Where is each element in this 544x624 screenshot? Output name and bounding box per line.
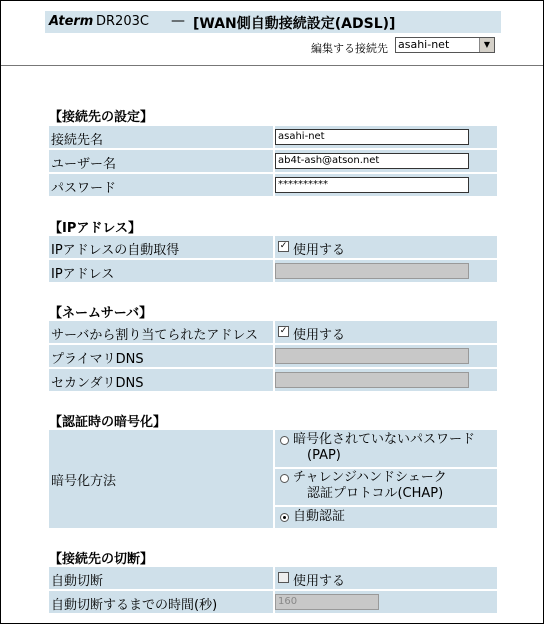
- section-title-ip: 【IPアドレス】: [49, 221, 141, 236]
- auth-chap-radio[interactable]: [280, 474, 289, 483]
- ip-address-input[interactable]: [275, 263, 469, 279]
- label-auth-method: 暗号化方法: [51, 474, 117, 489]
- title-dash: —: [171, 13, 185, 29]
- label-auto-disconnect: 自動切断: [51, 574, 104, 589]
- page-title: [WAN側自動接続設定(ADSL)]: [193, 16, 396, 32]
- row-secondary-dns: [49, 369, 497, 391]
- username-input[interactable]: ab4t-ash@atson.net: [275, 153, 469, 169]
- row-ip-address: [49, 260, 497, 282]
- chevron-down-icon[interactable]: ▼: [479, 38, 494, 52]
- primary-dns-input[interactable]: [275, 348, 469, 364]
- auth-pap-label-line1: 暗号化されていないパスワード: [293, 432, 476, 447]
- dns-auto-checkbox[interactable]: ✓: [279, 326, 288, 336]
- auth-pap-radio[interactable]: [280, 436, 289, 445]
- section-title-auth: 【認証時の暗号化】: [49, 415, 167, 430]
- row-connection-name: [49, 126, 497, 148]
- label-dns-auto: サーバから割り当てられたアドレス: [51, 328, 258, 343]
- option-separator: [273, 467, 497, 469]
- auth-auto-radio[interactable]: [280, 513, 289, 522]
- row-primary-dns: [49, 345, 497, 367]
- connection-select-value: asahi-net: [398, 38, 450, 51]
- row-divider: [273, 321, 275, 343]
- auto-disconnect-checkbox[interactable]: [278, 572, 289, 583]
- auth-chap-label-line1: チャレンジハンドシェーク: [293, 470, 447, 485]
- label-ip-auto: IPアドレスの自動取得: [51, 243, 180, 258]
- header-divider: [1, 65, 543, 66]
- row-disconnect-time: [49, 591, 497, 613]
- label-disconnect-time: 自動切断するまでの時間(秒): [51, 598, 218, 613]
- model-name: DR203C: [96, 14, 149, 29]
- row-divider: [273, 236, 275, 258]
- row-password: [49, 174, 497, 196]
- dns-auto-checkbox-label: 使用する: [293, 328, 346, 343]
- disconnect-time-input[interactable]: 160: [275, 594, 379, 610]
- row-ip-auto: [49, 236, 497, 258]
- password-input[interactable]: **********: [275, 177, 469, 193]
- option-separator: [273, 505, 497, 507]
- secondary-dns-input[interactable]: [275, 372, 469, 388]
- row-divider: [273, 430, 275, 528]
- label-username: ユーザー名: [51, 157, 117, 172]
- row-divider: [273, 567, 275, 589]
- connection-name-input[interactable]: asahi-net: [275, 129, 469, 145]
- ip-auto-checkbox-label: 使用する: [293, 243, 346, 258]
- label-password: パスワード: [51, 181, 117, 196]
- label-connection-name: 接続先名: [51, 133, 104, 148]
- row-username: [49, 150, 497, 172]
- auth-chap-label-line2: 認証プロトコル(CHAP): [307, 486, 444, 501]
- section-title-dns: 【ネームサーバ】: [49, 306, 153, 321]
- label-ip-address: IPアドレス: [51, 267, 115, 282]
- row-dns-auto: [49, 321, 497, 343]
- auth-pap-label-line2: (PAP): [307, 448, 341, 463]
- auth-auto-label: 自動認証: [293, 509, 346, 524]
- ip-auto-checkbox[interactable]: ✓: [279, 241, 288, 251]
- header: [45, 11, 501, 55]
- section-title-disconnect: 【接続先の切断】: [49, 552, 154, 567]
- section-title-connection: 【接続先の設定】: [49, 110, 154, 125]
- connection-select[interactable]: [395, 37, 495, 53]
- label-primary-dns: プライマリDNS: [51, 352, 144, 367]
- brand-logo: Aterm: [49, 14, 94, 29]
- label-secondary-dns: セカンダリDNS: [51, 376, 144, 391]
- row-auth-method: [49, 430, 497, 528]
- connection-select-label: 編集する接続先: [311, 42, 388, 55]
- auto-disconnect-checkbox-label: 使用する: [293, 574, 346, 589]
- row-auto-disconnect: [49, 567, 497, 589]
